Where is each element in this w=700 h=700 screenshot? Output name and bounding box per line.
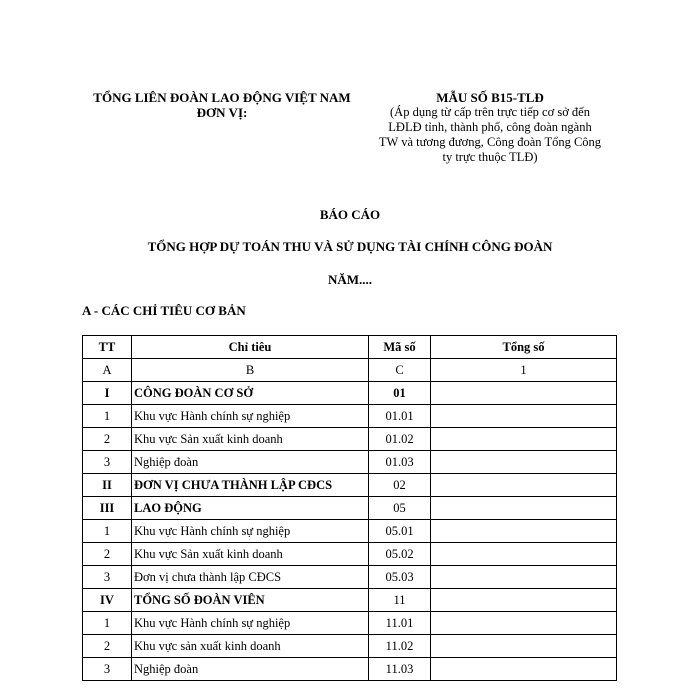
row-code: 02 bbox=[369, 474, 431, 497]
header-right bbox=[365, 90, 615, 165]
table-row bbox=[83, 658, 617, 681]
row-indicator: Khu vực Hành chính sự nghiệp bbox=[132, 405, 369, 428]
row-tt: 1 bbox=[83, 612, 132, 635]
row-code: 01.01 bbox=[369, 405, 431, 428]
row-indicator: Khu vực Hành chính sự nghiệp bbox=[132, 612, 369, 635]
letter-indicator: B bbox=[132, 359, 369, 382]
row-total bbox=[431, 382, 617, 405]
basic-indicators-table bbox=[82, 335, 617, 681]
apply-note-line-3: TW và tương đương, Công đoàn Tổng Công bbox=[378, 135, 602, 149]
row-total bbox=[431, 497, 617, 520]
row-indicator: Khu vực Sản xuất kinh doanh bbox=[132, 543, 369, 566]
row-indicator: LAO ĐỘNG bbox=[132, 497, 369, 520]
table-row bbox=[83, 451, 617, 474]
header-total: Tổng số bbox=[431, 336, 617, 359]
row-tt: 2 bbox=[83, 428, 132, 451]
apply-note-line-4: ty trực thuộc TLĐ) bbox=[442, 150, 538, 164]
row-total bbox=[431, 635, 617, 658]
letter-tt: A bbox=[83, 359, 132, 382]
row-tt: 1 bbox=[83, 405, 132, 428]
letter-total: 1 bbox=[431, 359, 617, 382]
row-total bbox=[431, 658, 617, 681]
row-indicator: Đơn vị chưa thành lập CĐCS bbox=[132, 566, 369, 589]
row-tt: 2 bbox=[83, 543, 132, 566]
row-total bbox=[431, 543, 617, 566]
report-title: BÁO CÁO bbox=[319, 207, 381, 222]
form-number: MẪU SỐ B15-TLĐ bbox=[436, 90, 544, 105]
header-indicator: Chỉ tiêu bbox=[132, 336, 369, 359]
apply-note-line-2: LĐLĐ tỉnh, thành phố, công đoàn ngành bbox=[388, 120, 592, 134]
section-a-heading: A - CÁC CHỈ TIÊU CƠ BẢN bbox=[82, 303, 246, 318]
header-left bbox=[82, 90, 362, 120]
row-tt: I bbox=[83, 382, 132, 405]
table-row bbox=[83, 520, 617, 543]
row-tt: IV bbox=[83, 589, 132, 612]
row-code: 11 bbox=[369, 589, 431, 612]
header-tt: TT bbox=[83, 336, 132, 359]
table-row bbox=[83, 635, 617, 658]
row-code: 05.03 bbox=[369, 566, 431, 589]
row-code: 01.02 bbox=[369, 428, 431, 451]
table-row bbox=[83, 405, 617, 428]
row-tt: 3 bbox=[83, 451, 132, 474]
row-total bbox=[431, 451, 617, 474]
row-code: 11.03 bbox=[369, 658, 431, 681]
row-indicator: ĐƠN VỊ CHƯA THÀNH LẬP CĐCS bbox=[132, 474, 369, 497]
table-row bbox=[83, 382, 617, 405]
row-total bbox=[431, 428, 617, 451]
row-code: 11.01 bbox=[369, 612, 431, 635]
report-year: NĂM.... bbox=[327, 272, 373, 287]
row-code: 01.03 bbox=[369, 451, 431, 474]
table-row bbox=[83, 612, 617, 635]
row-tt: 3 bbox=[83, 566, 132, 589]
row-code: 01 bbox=[369, 382, 431, 405]
row-indicator: Nghiệp đoàn bbox=[132, 658, 369, 681]
row-tt: 2 bbox=[83, 635, 132, 658]
table-row bbox=[83, 566, 617, 589]
table-row bbox=[83, 428, 617, 451]
table-row bbox=[83, 589, 617, 612]
row-tt: III bbox=[83, 497, 132, 520]
unit-label: ĐƠN VỊ: bbox=[196, 105, 248, 120]
row-code: 05 bbox=[369, 497, 431, 520]
row-indicator: Khu vực sản xuất kinh doanh bbox=[132, 635, 369, 658]
table-row bbox=[83, 543, 617, 566]
row-code: 05.01 bbox=[369, 520, 431, 543]
row-indicator: CÔNG ĐOÀN CƠ SỞ bbox=[132, 382, 369, 405]
row-code: 05.02 bbox=[369, 543, 431, 566]
row-total bbox=[431, 566, 617, 589]
report-subtitle: TỔNG HỢP DỰ TOÁN THU VÀ SỬ DỤNG TÀI CHÍNH CÔNG ĐOÀN bbox=[147, 239, 553, 254]
table-letter-row bbox=[83, 359, 617, 382]
header-code: Mã số bbox=[369, 336, 431, 359]
apply-note-line-1: (Áp dụng từ cấp trên trực tiếp cơ sở đến bbox=[390, 105, 590, 119]
row-total bbox=[431, 520, 617, 543]
row-indicator: TỔNG SỐ ĐOÀN VIÊN bbox=[132, 589, 369, 612]
row-total bbox=[431, 405, 617, 428]
row-tt: II bbox=[83, 474, 132, 497]
organization-name: TỔNG LIÊN ĐOÀN LAO ĐỘNG VIỆT NAM bbox=[93, 90, 351, 105]
row-total bbox=[431, 589, 617, 612]
letter-code: C bbox=[369, 359, 431, 382]
row-code: 11.02 bbox=[369, 635, 431, 658]
row-tt: 3 bbox=[83, 658, 132, 681]
table-row bbox=[83, 497, 617, 520]
table-row bbox=[83, 474, 617, 497]
row-total bbox=[431, 612, 617, 635]
row-indicator: Khu vực Hành chính sự nghiệp bbox=[132, 520, 369, 543]
table-header-row bbox=[83, 336, 617, 359]
row-indicator: Nghiệp đoàn bbox=[132, 451, 369, 474]
row-tt: 1 bbox=[83, 520, 132, 543]
row-indicator: Khu vực Sản xuất kinh doanh bbox=[132, 428, 369, 451]
row-total bbox=[431, 474, 617, 497]
